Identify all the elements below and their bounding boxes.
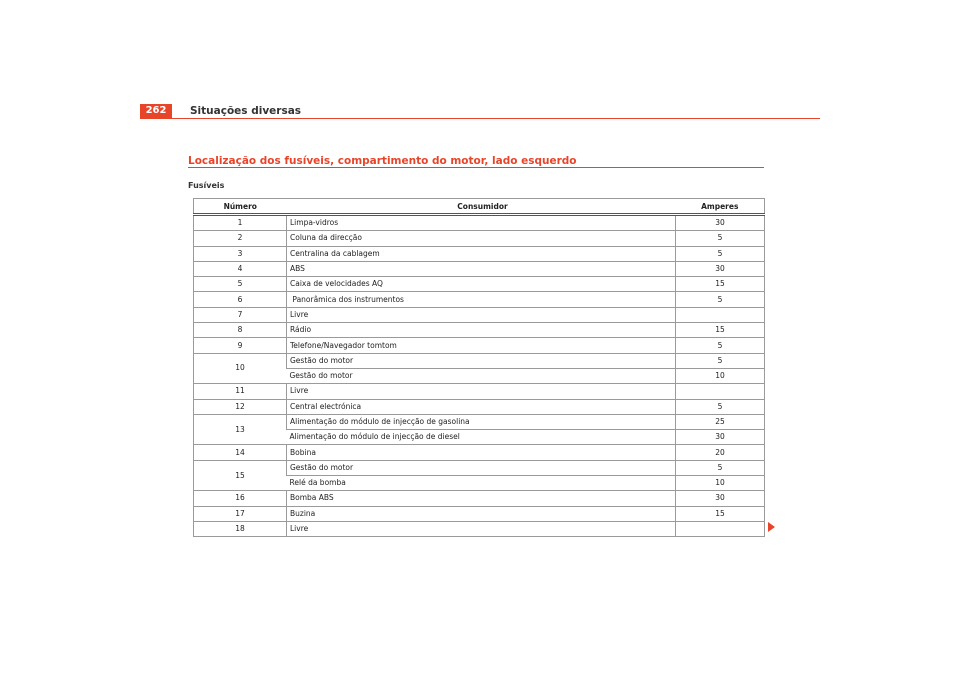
table-row bbox=[194, 323, 765, 338]
amperes-cell bbox=[676, 307, 765, 322]
amperes-cell: 15 bbox=[676, 506, 765, 521]
section-subheading: Fusíveis bbox=[188, 181, 225, 190]
consumer-cell: Rádio bbox=[287, 323, 676, 338]
fuse-table bbox=[193, 198, 765, 537]
table-row bbox=[194, 261, 765, 276]
amperes-cell: 10 bbox=[676, 476, 765, 491]
consumer-cell: Bomba ABS bbox=[287, 491, 676, 506]
amperes-cell: 25 bbox=[676, 414, 765, 429]
amperes-cell bbox=[676, 521, 765, 536]
amperes-cell: 5 bbox=[676, 338, 765, 353]
fuse-number-cell: 2 bbox=[194, 231, 287, 246]
amperes-cell: 5 bbox=[676, 353, 765, 368]
column-header-number: Número bbox=[194, 199, 287, 215]
fuse-number-cell: 17 bbox=[194, 506, 287, 521]
consumer-cell: Telefone/Navegador tomtom bbox=[287, 338, 676, 353]
page-number: 262 bbox=[140, 104, 172, 118]
consumer-cell: Livre bbox=[287, 384, 676, 399]
amperes-cell: 20 bbox=[676, 445, 765, 460]
consumer-cell: Coluna da direcção bbox=[287, 231, 676, 246]
consumer-cell: Bobina bbox=[287, 445, 676, 460]
fuse-number-cell: 9 bbox=[194, 338, 287, 353]
table-row bbox=[194, 353, 765, 368]
consumer-cell: Gestão do motor bbox=[287, 353, 676, 368]
consumer-cell: Gestão do motor bbox=[287, 460, 676, 475]
table-row bbox=[194, 338, 765, 353]
section-title: Localização dos fusíveis, compartimento do motor, lado esquerdo bbox=[188, 155, 577, 167]
amperes-cell: 30 bbox=[676, 491, 765, 506]
fuse-table-body bbox=[194, 215, 765, 537]
amperes-cell: 5 bbox=[676, 246, 765, 261]
amperes-cell: 30 bbox=[676, 215, 765, 231]
table-row bbox=[194, 231, 765, 246]
table-row bbox=[194, 307, 765, 322]
amperes-cell: 5 bbox=[676, 460, 765, 475]
fuse-number-cell: 3 bbox=[194, 246, 287, 261]
consumer-cell: Caixa de velocidades AQ bbox=[287, 277, 676, 292]
amperes-cell: 15 bbox=[676, 277, 765, 292]
amperes-cell: 30 bbox=[676, 261, 765, 276]
consumer-cell: Panorâmica dos instrumentos bbox=[287, 292, 676, 307]
column-header-amperes: Amperes bbox=[676, 199, 765, 215]
table-row bbox=[194, 521, 765, 536]
fuse-number-cell: 18 bbox=[194, 521, 287, 536]
table-row bbox=[194, 246, 765, 261]
next-page-arrow-icon bbox=[768, 522, 775, 532]
table-row bbox=[194, 445, 765, 460]
table-row bbox=[194, 506, 765, 521]
amperes-cell: 5 bbox=[676, 292, 765, 307]
section-divider bbox=[188, 167, 764, 168]
fuse-number-cell: 16 bbox=[194, 491, 287, 506]
header-divider bbox=[140, 118, 820, 119]
amperes-cell: 5 bbox=[676, 231, 765, 246]
fuse-number-cell: 12 bbox=[194, 399, 287, 414]
table-row bbox=[194, 414, 765, 429]
consumer-cell: Alimentação do módulo de injecção de diesel bbox=[287, 430, 676, 445]
table-row bbox=[194, 384, 765, 399]
consumer-cell: Alimentação do módulo de injecção de gasolina bbox=[287, 414, 676, 429]
fuse-number-cell: 6 bbox=[194, 292, 287, 307]
consumer-cell: Livre bbox=[287, 521, 676, 536]
consumer-cell: Buzina bbox=[287, 506, 676, 521]
table-row bbox=[194, 399, 765, 414]
page-header-title: Situações diversas bbox=[190, 105, 302, 117]
fuse-number-cell: 10 bbox=[194, 353, 287, 384]
fuse-number-cell: 5 bbox=[194, 277, 287, 292]
amperes-cell: 15 bbox=[676, 323, 765, 338]
consumer-cell: ABS bbox=[287, 261, 676, 276]
amperes-cell bbox=[676, 384, 765, 399]
table-row bbox=[194, 215, 765, 231]
fuse-number-cell: 1 bbox=[194, 215, 287, 231]
column-header-consumer: Consumidor bbox=[287, 199, 676, 215]
fuse-number-cell: 13 bbox=[194, 414, 287, 445]
consumer-cell: Centralina da cablagem bbox=[287, 246, 676, 261]
fuse-number-cell: 7 bbox=[194, 307, 287, 322]
amperes-cell: 5 bbox=[676, 399, 765, 414]
fuse-number-cell: 15 bbox=[194, 460, 287, 491]
table-row bbox=[194, 292, 765, 307]
consumer-cell: Livre bbox=[287, 307, 676, 322]
consumer-cell: Central electrónica bbox=[287, 399, 676, 414]
fuse-number-cell: 8 bbox=[194, 323, 287, 338]
amperes-cell: 30 bbox=[676, 430, 765, 445]
table-row bbox=[194, 460, 765, 475]
consumer-cell: Limpa-vidros bbox=[287, 215, 676, 231]
fuse-number-cell: 11 bbox=[194, 384, 287, 399]
amperes-cell: 10 bbox=[676, 368, 765, 383]
table-header-row bbox=[194, 199, 765, 215]
consumer-cell: Gestão do motor bbox=[287, 368, 676, 383]
table-row bbox=[194, 491, 765, 506]
fuse-number-cell: 14 bbox=[194, 445, 287, 460]
fuse-number-cell: 4 bbox=[194, 261, 287, 276]
table-row bbox=[194, 277, 765, 292]
consumer-cell: Relé da bomba bbox=[287, 476, 676, 491]
